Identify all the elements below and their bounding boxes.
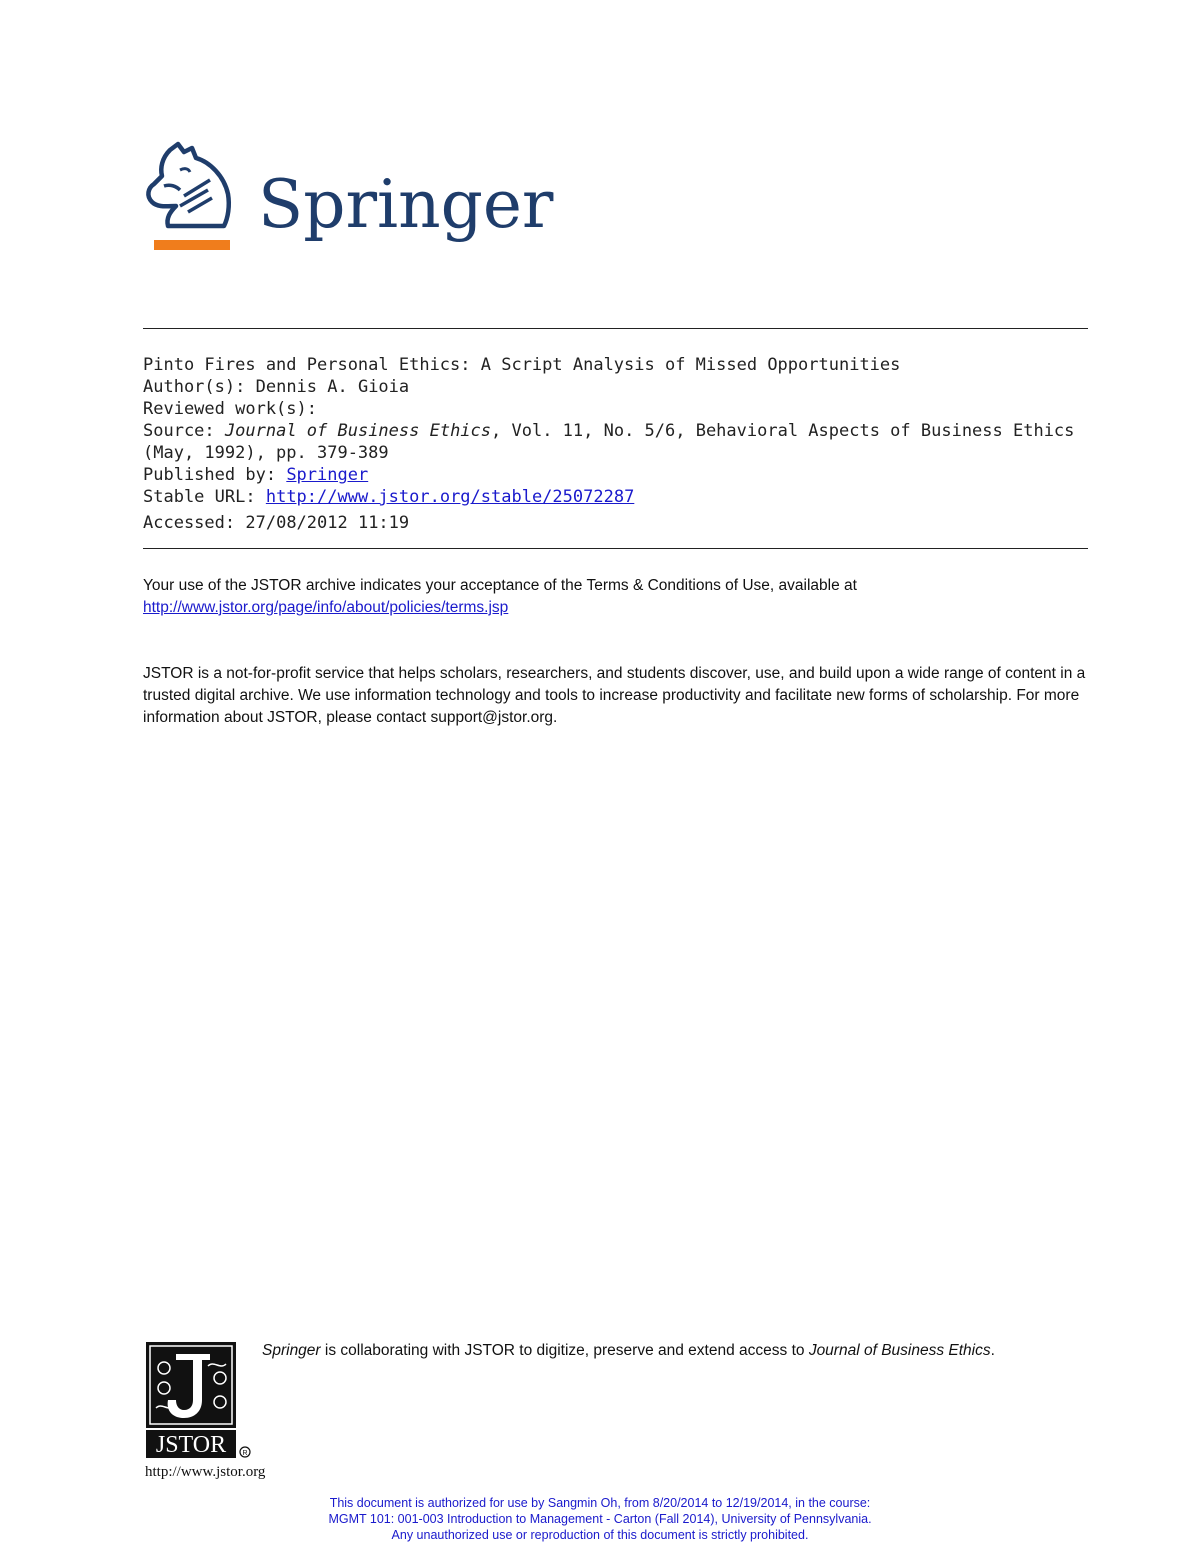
about-jstor-paragraph: JSTOR is a not-for-profit service that helps scholars, researchers, and students discover, use, and build upon a wide range of content in a trusted digital archive. We use information technology and tools to increase productivity and facilitate new forms of scholarship. For more information about JSTOR, please contact support@jstor.org. [143, 665, 1086, 726]
jstor-logo-text: JSTOR [155, 1432, 227, 1458]
collab-publisher: Springer [262, 1342, 321, 1359]
authorization-line-3: Any unauthorized use or reproduction of this document is strictly prohibited. [391, 1528, 809, 1542]
stable-url-link[interactable]: http://www.jstor.org/stable/25072287 [265, 487, 635, 507]
springer-logo [140, 140, 570, 260]
accessed-value: 27/08/2012 11:19 [245, 513, 410, 533]
jstor-url: http://www.jstor.org [145, 1464, 266, 1480]
source-details: , Vol. 11, No. 5/6, Behavioral Aspects of Business Ethics [491, 421, 1075, 441]
svg-text:R: R [242, 1450, 248, 1457]
publisher-link[interactable]: Springer [286, 465, 369, 485]
collab-journal: Journal of Business Ethics [808, 1342, 991, 1359]
article-title: Pinto Fires and Personal Ethics: A Script Analysis of Missed Opportunities [143, 355, 901, 375]
article-metadata [143, 354, 1088, 534]
authors-row [143, 376, 1088, 398]
divider-top [143, 328, 1088, 329]
springer-horse-icon [140, 140, 235, 255]
reviewed-works-row: Reviewed work(s): [143, 399, 317, 419]
stable-url-row [143, 486, 1088, 508]
divider-bottom [143, 548, 1088, 549]
springer-wordmark: Springer [258, 166, 554, 243]
journal-name: Journal of Business Ethics [224, 421, 492, 441]
collab-end: . [990, 1342, 995, 1359]
collab-middle: is collaborating with JSTOR to digitize, preserve and extend access to [320, 1342, 809, 1359]
source-row [143, 420, 1088, 442]
authorization-line-2: MGMT 101: 001-003 Introduction to Management - Carton (Fall 2014), University of Pennsylvania. [328, 1512, 872, 1526]
collaboration-statement [262, 1342, 1102, 1360]
source-label: Source: [143, 421, 215, 441]
accessed-label: Accessed: [143, 513, 236, 533]
authors-label: Author(s): [143, 377, 246, 397]
authorization-notice [0, 1495, 1200, 1543]
stable-url-label: Stable URL: [143, 487, 256, 507]
terms-notice-text: Your use of the JSTOR archive indicates your acceptance of the Terms & Conditions of Use, available at [143, 577, 857, 594]
accessed-row [143, 512, 1088, 534]
terms-notice [143, 575, 1103, 619]
authors-value: Dennis A. Gioia [255, 377, 410, 397]
jstor-logo-icon [146, 1342, 258, 1460]
terms-link[interactable]: http://www.jstor.org/page/info/about/policies/terms.jsp [143, 599, 509, 616]
publisher-label: Published by: [143, 465, 277, 485]
authorization-line-1: This document is authorized for use by Sangmin Oh, from 8/20/2014 to 12/19/2014, in the course: [329, 1496, 871, 1510]
publisher-row [143, 464, 1088, 486]
source-date-pages: (May, 1992), pp. 379-389 [143, 443, 389, 463]
